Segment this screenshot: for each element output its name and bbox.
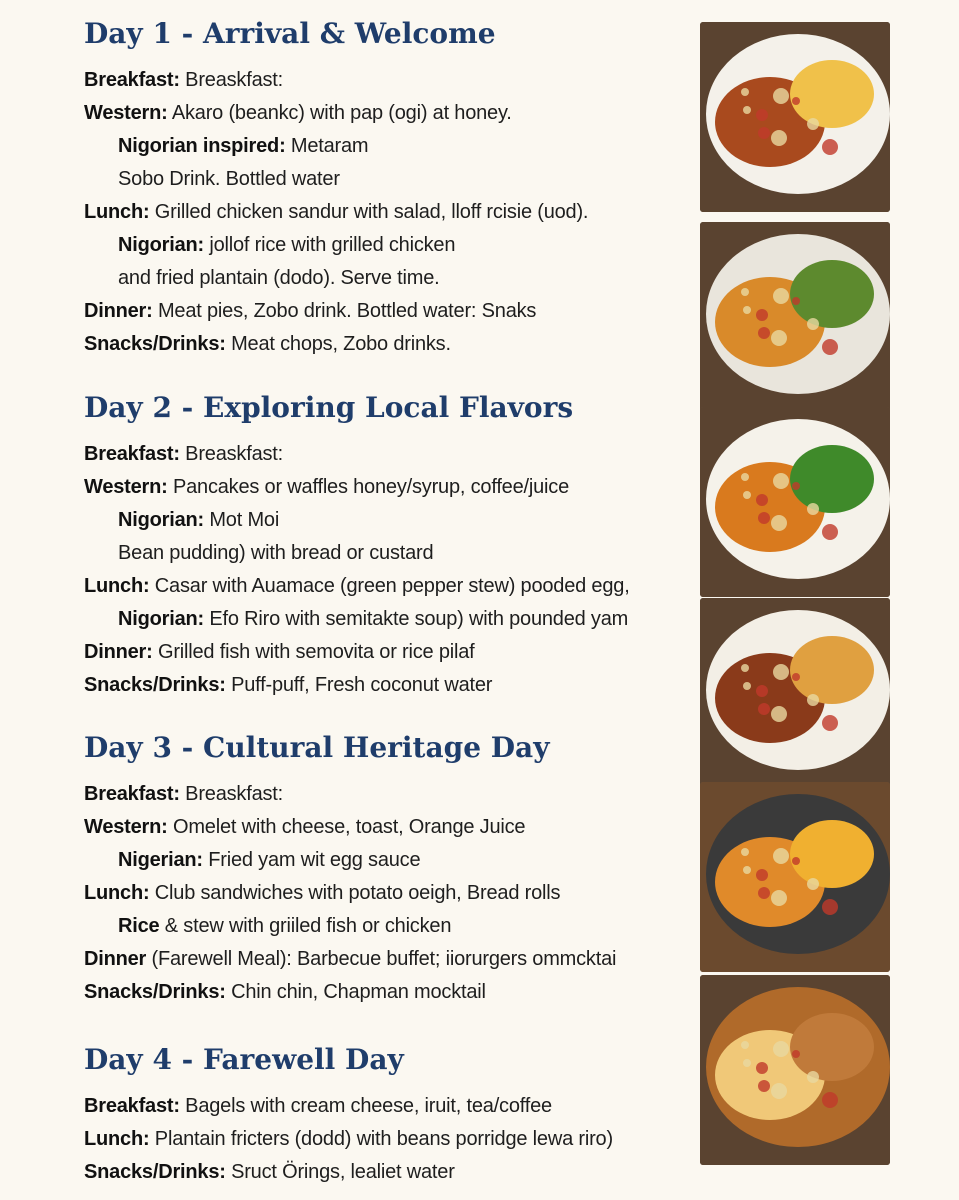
menu-line	[84, 1123, 613, 1156]
meal-label: Snacks/Drinks:	[84, 674, 226, 696]
jollof-bowl-photo	[700, 222, 890, 412]
food-detail	[758, 703, 770, 715]
meal-label: Lunch:	[84, 201, 150, 223]
meal-description: Plantain fricters (dodd) with beans porridge lewa riro)	[149, 1128, 613, 1150]
menu-line	[84, 603, 630, 636]
food-detail	[758, 327, 770, 339]
meal-label: Dinner:	[84, 641, 153, 663]
day-2-section	[84, 388, 630, 702]
meal-label: Western:	[84, 476, 168, 498]
food-detail	[773, 288, 789, 304]
food-detail	[807, 694, 819, 706]
menu-line	[84, 229, 588, 262]
food-detail	[743, 682, 751, 690]
food-detail	[756, 109, 768, 121]
food-detail	[743, 306, 751, 314]
menu-line	[84, 537, 630, 570]
day-3-section	[84, 728, 616, 1009]
meal-description: Breaskfast:	[179, 783, 284, 805]
meal-label: Snacks/Drinks:	[84, 333, 226, 355]
meal-description: Sruct Örings, lealiet water	[225, 1161, 455, 1183]
meal-label: Nigorian:	[118, 234, 204, 256]
meal-label: Dinner:	[84, 300, 153, 322]
meal-label: Lunch:	[84, 1128, 150, 1150]
meal-description: Grilled chicken sandur with salad, lloff rcisie (uod).	[149, 201, 589, 223]
food-portion	[790, 820, 874, 888]
meal-description: Puff-puff, Fresh coconut water	[225, 674, 493, 696]
food-detail	[771, 706, 787, 722]
food-detail	[792, 482, 800, 490]
stew-and-rice-photo	[700, 407, 890, 597]
meal-label: Lunch:	[84, 882, 150, 904]
fried-snacks-platter-photo	[700, 782, 890, 972]
menu-line	[84, 196, 588, 229]
food-detail	[758, 1080, 770, 1092]
menu-line	[84, 97, 588, 130]
jollof-bowl-photo-drawing	[700, 222, 890, 412]
menu-line	[84, 328, 588, 361]
meal-description: jollof rice with grilled chicken	[203, 234, 456, 256]
food-detail	[741, 288, 749, 296]
meal-description: Pancakes or waffles honey/syrup, coffee/juice	[167, 476, 570, 498]
food-detail	[807, 118, 819, 130]
food-detail	[758, 887, 770, 899]
food-detail	[773, 664, 789, 680]
meal-label: Nigorian:	[118, 608, 204, 630]
food-detail	[741, 88, 749, 96]
meal-description: Bean pudding) with bread or custard	[118, 542, 434, 564]
yam-and-porridge-bowl-photo	[700, 975, 890, 1165]
food-detail	[822, 139, 838, 155]
meal-label: Rice	[118, 915, 160, 937]
meal-description: Meat pies, Zobo drink. Bottled water: Snaks	[152, 300, 537, 322]
food-detail	[741, 848, 749, 856]
meal-description: Akaro (beankc) with pap (ogi) at honey.	[167, 102, 512, 124]
food-detail	[741, 1041, 749, 1049]
day-title: Day 4 - Farewell Day	[84, 1043, 404, 1076]
menu-line	[84, 811, 616, 844]
meal-description: Metaram	[285, 135, 369, 157]
meal-label: Dinner	[84, 948, 147, 970]
meal-description: Sobo Drink. Bottled water	[118, 168, 340, 190]
menu-line	[84, 844, 616, 877]
food-detail	[822, 1092, 838, 1108]
menu-line	[84, 1156, 613, 1189]
meal-description: Grilled fish with semovita or rice pilaf	[152, 641, 475, 663]
meal-label: Lunch:	[84, 575, 150, 597]
meal-label: Nigorian inspired:	[118, 135, 286, 157]
day-4-section	[84, 1040, 613, 1189]
food-detail	[743, 866, 751, 874]
food-detail	[792, 297, 800, 305]
meal-description: Omelet with cheese, toast, Orange Juice	[167, 816, 526, 838]
meal-description: Breaskfast:	[179, 443, 284, 465]
food-detail	[792, 673, 800, 681]
meal-label: Nigerian:	[118, 849, 203, 871]
menu-line	[84, 636, 630, 669]
meal-description: Efo Riro with semitakte soup) with pounded yam	[203, 608, 629, 630]
food-detail	[822, 715, 838, 731]
menu-line	[84, 943, 616, 976]
menu-line	[84, 295, 588, 328]
food-detail	[743, 491, 751, 499]
yam-and-porridge-bowl-photo-drawing	[700, 975, 890, 1165]
food-detail	[807, 318, 819, 330]
menu-line	[84, 504, 630, 537]
food-detail	[771, 1083, 787, 1099]
menu-line	[84, 438, 630, 471]
food-detail	[743, 106, 751, 114]
food-portion	[790, 636, 874, 704]
food-detail	[741, 664, 749, 672]
food-detail	[792, 857, 800, 865]
meal-label: Breakfast:	[84, 783, 180, 805]
menu-line	[84, 570, 630, 603]
food-portion	[790, 260, 874, 328]
day-title: Day 1 - Arrival & Welcome	[84, 17, 496, 50]
meal-description: & stew with griiled fish or chicken	[159, 915, 452, 937]
menu-line	[84, 64, 588, 97]
food-portion	[790, 445, 874, 513]
food-detail	[773, 848, 789, 864]
meal-description: Club sandwiches with potato oeigh, Bread rolls	[149, 882, 561, 904]
food-detail	[741, 473, 749, 481]
rice-and-chicken-photo-drawing	[700, 22, 890, 212]
menu-line	[84, 130, 588, 163]
menu-line	[84, 910, 616, 943]
food-portion	[790, 60, 874, 128]
meal-description: and fried plantain (dodo). Serve time.	[118, 267, 440, 289]
meal-label: Western:	[84, 816, 168, 838]
food-detail	[771, 890, 787, 906]
food-detail	[822, 339, 838, 355]
menu-line	[84, 262, 588, 295]
food-detail	[758, 127, 770, 139]
fried-snacks-platter-photo-drawing	[700, 782, 890, 972]
menu-line	[84, 1090, 613, 1123]
menu-line	[84, 471, 630, 504]
meal-label: Snacks/Drinks:	[84, 981, 226, 1003]
meal-description: Bagels with cream cheese, iruit, tea/coffee	[179, 1095, 552, 1117]
food-detail	[773, 1041, 789, 1057]
menu-line	[84, 669, 630, 702]
food-detail	[822, 524, 838, 540]
day-title: Day 3 - Cultural Heritage Day	[84, 731, 550, 764]
meal-label: Western:	[84, 102, 168, 124]
meal-description: Fried yam wit egg sauce	[202, 849, 421, 871]
food-detail	[807, 503, 819, 515]
food-portion	[790, 1013, 874, 1081]
food-detail	[758, 512, 770, 524]
meal-description: (Farewell Meal): Barbecue buffet; iiorurgers ommcktai	[146, 948, 617, 970]
grilled-fish-and-potatoes-photo	[700, 598, 890, 788]
meal-label: Snacks/Drinks:	[84, 1161, 226, 1183]
meal-description: Meat chops, Zobo drinks.	[225, 333, 451, 355]
meal-description: Chin chin, Chapman mocktail	[225, 981, 486, 1003]
food-detail	[792, 97, 800, 105]
food-detail	[756, 685, 768, 697]
menu-line	[84, 976, 616, 1009]
food-detail	[756, 494, 768, 506]
meal-label: Nigorian:	[118, 509, 204, 531]
meal-label: Breakfast:	[84, 69, 180, 91]
grilled-fish-and-potatoes-photo-drawing	[700, 598, 890, 788]
food-detail	[807, 1071, 819, 1083]
day-1-section	[84, 14, 588, 361]
food-detail	[771, 515, 787, 531]
food-detail	[773, 473, 789, 489]
menu-line	[84, 163, 588, 196]
food-detail	[792, 1050, 800, 1058]
meal-description: Mot Moi	[203, 509, 280, 531]
food-detail	[756, 1062, 768, 1074]
menu-line	[84, 877, 616, 910]
food-detail	[756, 869, 768, 881]
meal-description: Casar with Auamace (green pepper stew) pooded egg,	[149, 575, 630, 597]
day-title: Day 2 - Exploring Local Flavors	[84, 391, 574, 424]
meal-description: Breaskfast:	[179, 69, 284, 91]
stew-and-rice-photo-drawing	[700, 407, 890, 597]
food-detail	[771, 130, 787, 146]
food-detail	[773, 88, 789, 104]
meal-label: Breakfast:	[84, 1095, 180, 1117]
food-detail	[756, 309, 768, 321]
food-detail	[807, 878, 819, 890]
meal-label: Breakfast:	[84, 443, 180, 465]
menu-line	[84, 778, 616, 811]
food-detail	[771, 330, 787, 346]
rice-and-chicken-photo	[700, 22, 890, 212]
food-detail	[743, 1059, 751, 1067]
food-detail	[822, 899, 838, 915]
